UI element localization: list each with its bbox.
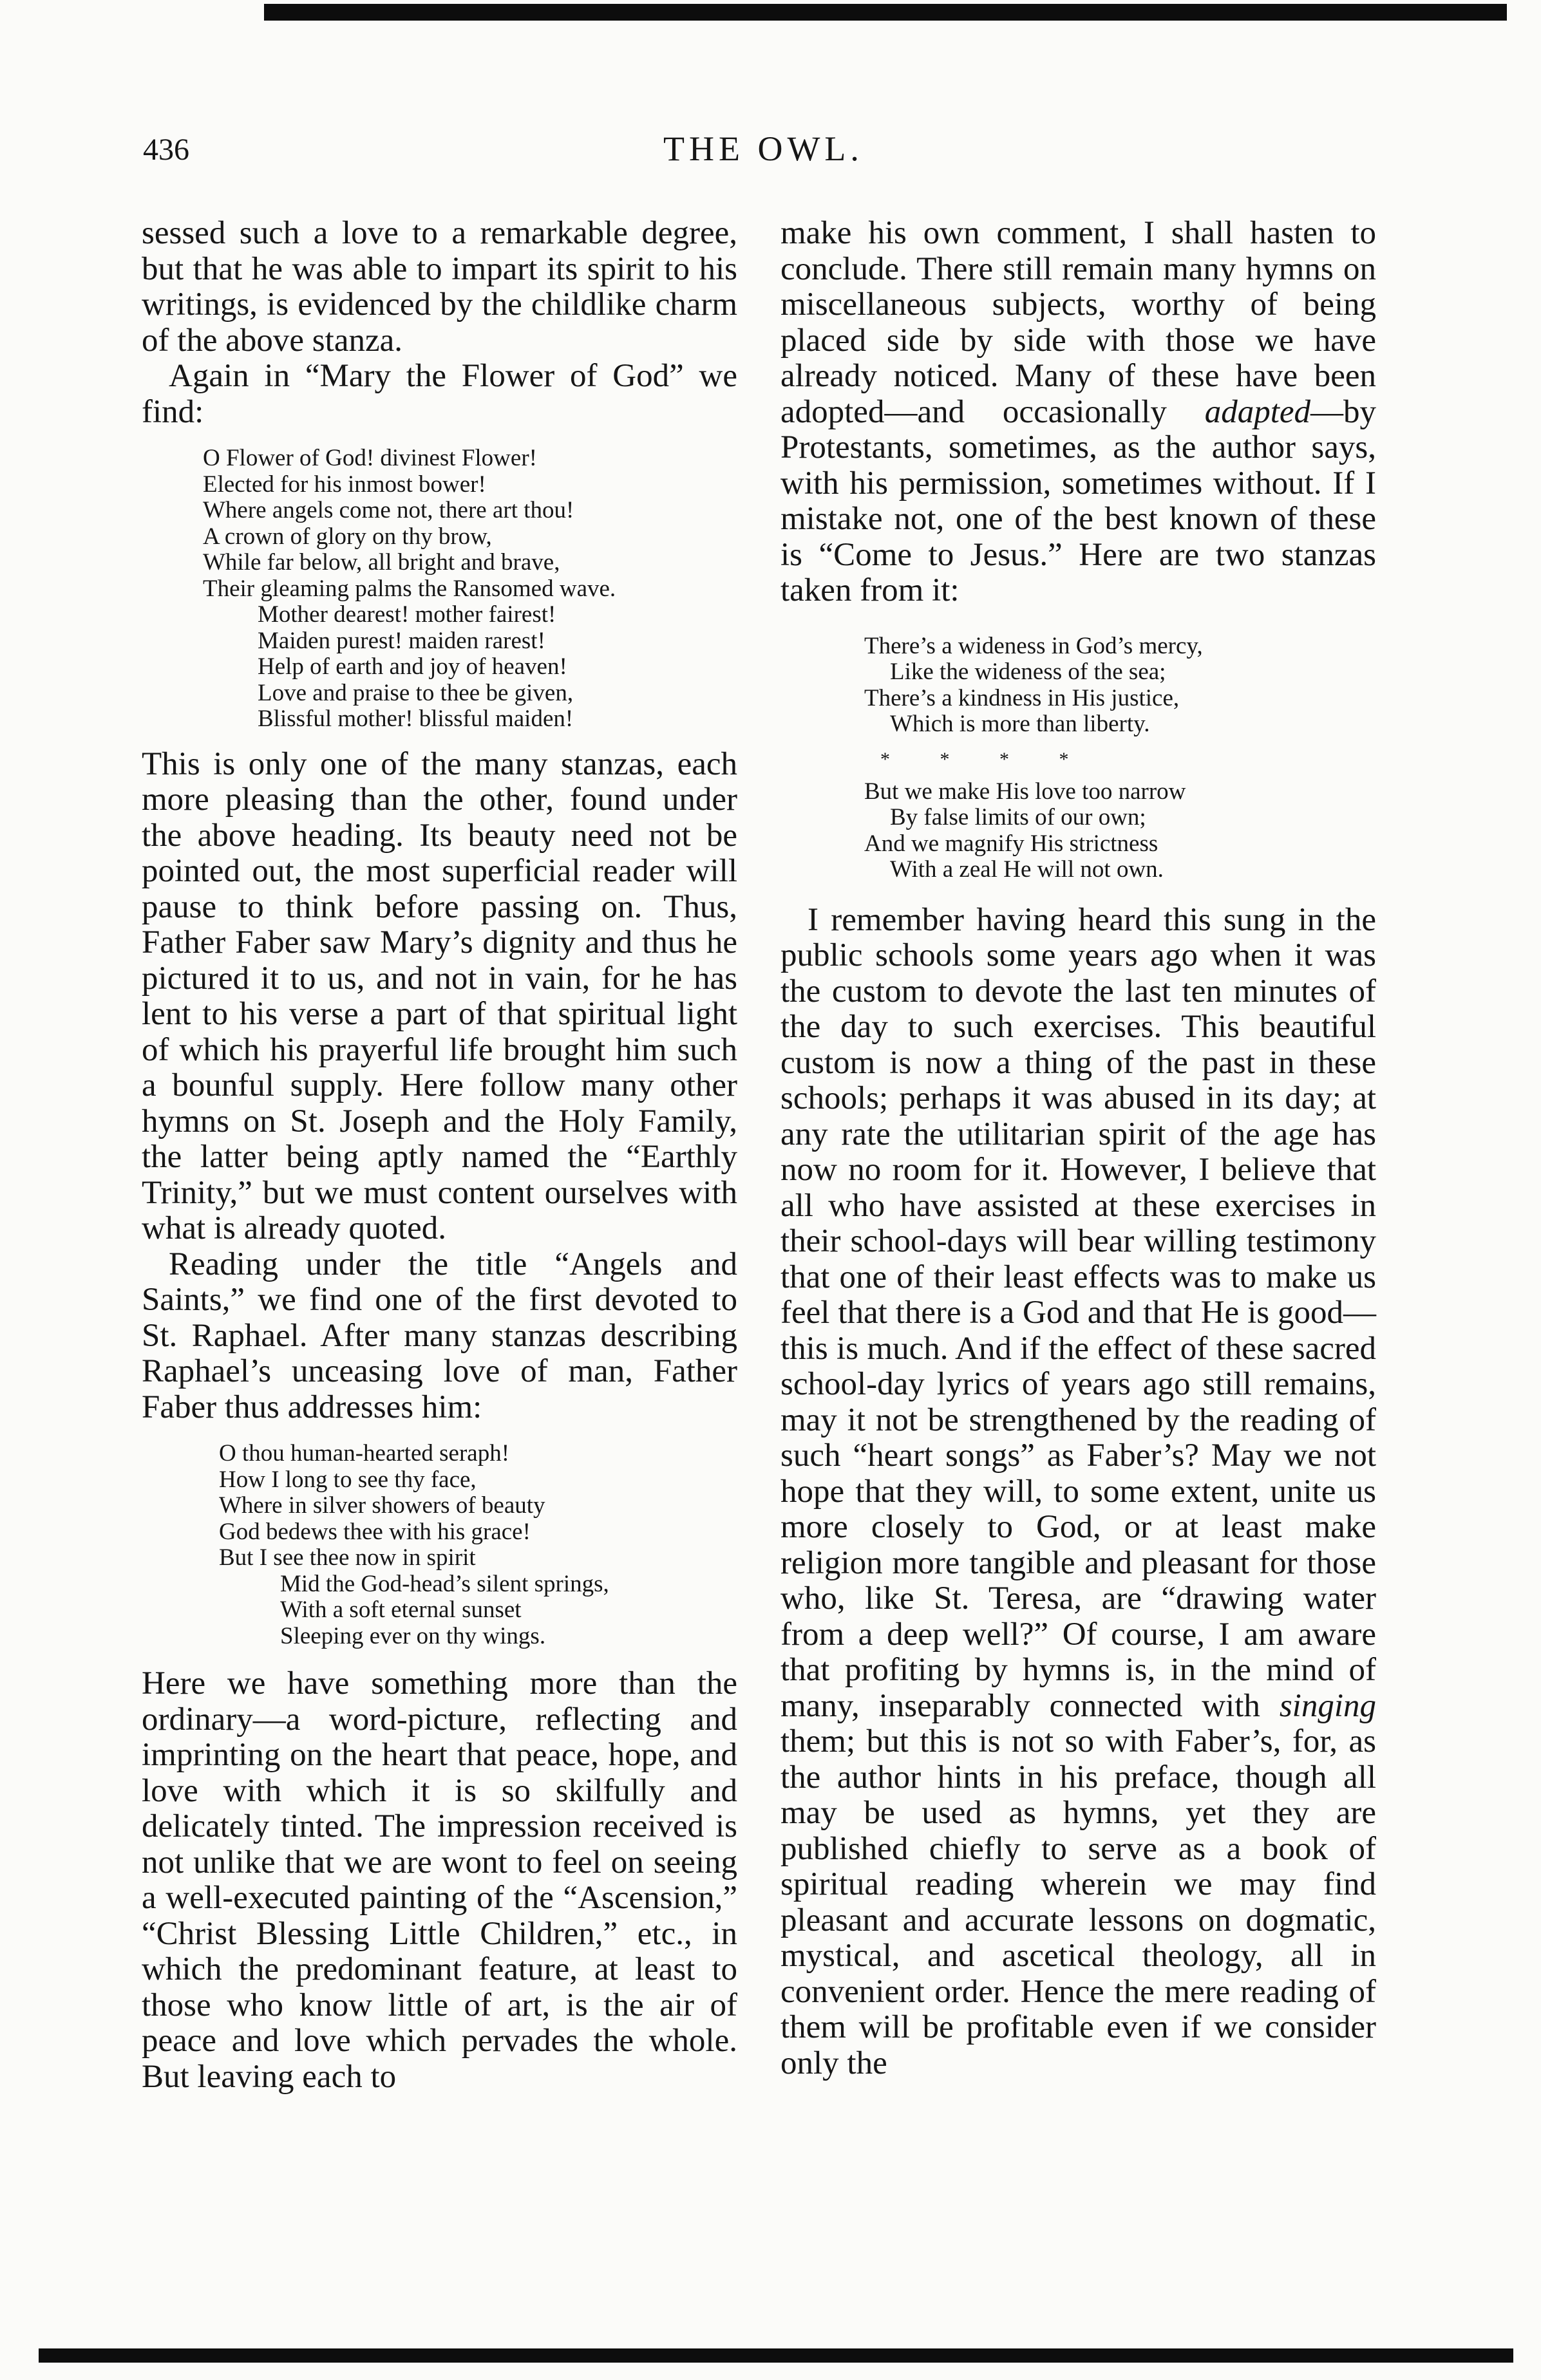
poem-line: Maiden purest! maiden rarest! xyxy=(258,627,545,654)
poem-line: O Flower of God! divinest Flower! xyxy=(203,445,537,471)
poem-line: There’s a wideness in God’s mercy, xyxy=(864,632,1203,659)
paragraph: sessed such a love to a remarkable degree, but that he was able to impart its spirit to his writings, is evidenced by the childlike charm of the above stanza. xyxy=(142,215,737,359)
poem-mary-flower-of-god xyxy=(142,445,737,733)
paragraph: This is only one of the many stanzas, each more pleasing than the other, found under the above heading. Its beauty need not be pointed out, the most superficial reader will pause to think before passing on. Thus, Father Faber saw Mary’s dignity and thus he pictured it to us, and not in vain, for he has lent to his verse a part of that spiritual light of which his prayerful life brought him such a bounful supply. Here follow many other hymns on St. Joseph and the Holy Family, the latter being aptly named the “Earthly Trinity,” but we must content ourselves with what is already quoted. xyxy=(142,745,737,1246)
poem-line: There’s a kindness in His justice, xyxy=(864,684,1180,711)
poem-come-to-jesus xyxy=(780,633,1376,883)
poem-line: But we make His love too narrow xyxy=(864,778,1186,805)
running-title: THE OWL. xyxy=(663,129,864,168)
right-column xyxy=(780,216,1376,2081)
poem-line: With a zeal He will not own. xyxy=(890,856,1164,883)
poem-line: With a soft eternal sunset xyxy=(280,1597,522,1623)
poem-line: Blissful mother! blissful maiden! xyxy=(258,706,574,732)
text-run: make his own comment, I shall hasten to conclude. There still remain many hymns on miscellaneous subjects, worthy of being placed side by side with those we have already noticed. Many of these have been adopted—and occasionally xyxy=(780,215,1376,430)
paragraph xyxy=(780,216,1376,609)
poem-line: Mid the God-head’s silent springs, xyxy=(280,1570,609,1597)
poem-line: Their gleaming palms the Ransomed wave. xyxy=(203,575,616,602)
paragraph xyxy=(780,903,1376,2082)
poem-line: Elected for his inmost bower! xyxy=(203,471,486,498)
poem-line: Help of earth and joy of heaven! xyxy=(258,653,567,680)
text-run: I remember having heard this sung in the public schools some years ago when it was the custom to devote the last ten minutes of the day to such exercises. This beautiful custom is now a thing of the past in these schools; perhaps it was abused in its day; at any rate the utilitarian spirit of the age has now no room for it. However, I believe that all who have assisted at these exercises in their school-days will bear willing testimony that one of their least effects was to make us feel that there is a God and that He is good—this is much. And if the effect of these sacred school-day lyrics of years ago still remains, may it not be strengthened by the reading of such “heart songs” as Faber’s? May we not hope that they will, to some extent, unite us more closely to God, or at least make religion more tangible and pleasant for those who, like St. Teresa, are “drawing water from a deep well?” Of course, I am aware that profiting by hymns is, in the mind of many, inseparably connected with xyxy=(780,901,1376,1724)
poem-line: A crown of glory on thy brow, xyxy=(203,523,492,550)
text-run: —by Protestants, sometimes, as the author says, with his permission, sometimes without. If I mistake not, one of the best known of these is “Come to Jesus.” Here are two stanzas taken from it: xyxy=(780,393,1376,608)
paragraph: Again in “Mary the Flower of God” we find: xyxy=(142,358,737,430)
italic-word: singing xyxy=(1279,1687,1376,1724)
left-column xyxy=(142,216,737,2095)
poem-line: But I see thee now in spirit xyxy=(219,1544,476,1571)
poem-line: While far below, all bright and brave, xyxy=(203,549,560,576)
bottom-rule xyxy=(39,2348,1513,2363)
italic-word: adapted xyxy=(1204,393,1310,430)
top-rule xyxy=(264,4,1507,21)
poem-line: Love and praise to thee be given, xyxy=(258,679,574,706)
poem-raphael xyxy=(142,1441,737,1649)
page-number: 436 xyxy=(143,133,189,167)
paragraph: Here we have something more than the ordinary—a word-picture, reflecting and imprinting on the heart that peace, hope, and love with which it is so skilfully and delicately tinted. The impression received is not unlike that we are wont to feel on seeing a well-executed painting of the “Ascension,” “Christ Blessing Little Children,” etc., in which the predominant feature, at least to those who know little of art, is the air of peace and love which pervades the whole. But leaving each to xyxy=(142,1665,737,2095)
poem-line: How I long to see thy face, xyxy=(219,1466,477,1493)
poem-line: Where angels come not, there art thou! xyxy=(203,497,574,523)
section-stars: * * * * xyxy=(880,748,1069,770)
poem-line: God bedews thee with his grace! xyxy=(219,1518,531,1545)
poem-line: Where in silver showers of beauty xyxy=(219,1492,545,1519)
text-run: them; but this is not so with Faber’s, for, as the author hints in his preface, though all may be used as hymns, yet they are published chiefly to serve as a book of spiritual reading wherein we may find pleasant and accurate lessons on dogmatic, mystical, and ascetical theology, all in convenient order. Hence the mere reading of them will be profitable even if we consider only the xyxy=(780,1723,1376,2081)
poem-line: Which is more than liberty. xyxy=(890,711,1150,737)
poem-line: By false limits of our own; xyxy=(890,804,1146,830)
poem-line: O thou human-hearted seraph! xyxy=(219,1440,510,1466)
poem-line: Mother dearest! mother fairest! xyxy=(258,601,556,628)
paragraph: Reading under the title “Angels and Saints,” we find one of the first devoted to St. Raphael. After many stanzas describing Raphael’s unceasing love of man, Father Faber thus addresses him: xyxy=(142,1246,737,1425)
poem-line: And we magnify His strictness xyxy=(864,830,1158,857)
poem-line: Sleeping ever on thy wings. xyxy=(280,1622,546,1649)
poem-line: Like the wideness of the sea; xyxy=(890,659,1166,685)
